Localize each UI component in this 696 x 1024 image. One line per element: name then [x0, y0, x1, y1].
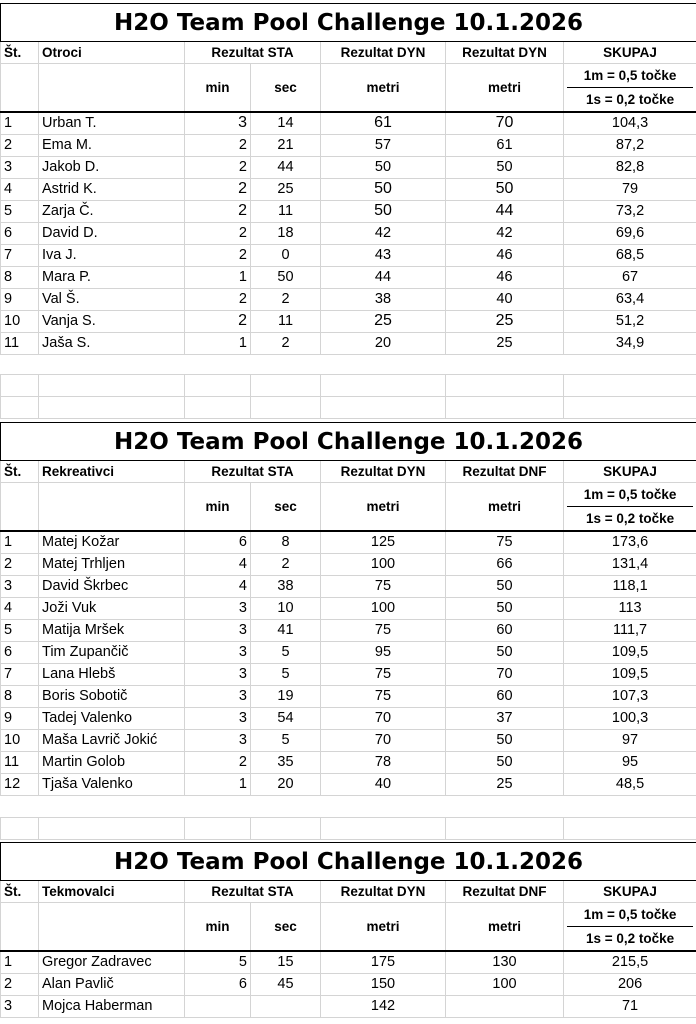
rows-otroci	[1, 112, 696, 354]
scoring-rules	[564, 903, 696, 952]
dyn-meters: 20	[321, 332, 446, 354]
second-discipline-meters: 50	[446, 641, 564, 663]
table-row	[1, 288, 696, 310]
total-points: 68,5	[564, 244, 696, 266]
participant-name: Tadej Valenko	[39, 707, 185, 729]
dyn-meters: 44	[321, 266, 446, 288]
second-discipline-meters: 50	[446, 575, 564, 597]
second-discipline-meters: 44	[446, 200, 564, 222]
sta-seconds: 19	[251, 685, 321, 707]
sta-seconds: 20	[251, 773, 321, 795]
spacer-grid-2	[0, 817, 696, 840]
header-second: Rezultat DNF	[446, 881, 564, 903]
header-sta: Rezultat STA	[185, 461, 321, 483]
total-points: 34,9	[564, 332, 696, 354]
row-number: 5	[1, 200, 39, 222]
sta-minutes: 5	[185, 951, 251, 973]
second-discipline-meters: 50	[446, 178, 564, 200]
row-number: 3	[1, 156, 39, 178]
sta-minutes: 2	[185, 751, 251, 773]
header-total: SKUPAJ	[564, 881, 696, 903]
dyn-meters: 75	[321, 575, 446, 597]
table-row	[1, 663, 696, 685]
header-second: Rezultat DNF	[446, 461, 564, 483]
sta-minutes: 2	[185, 156, 251, 178]
sta-seconds: 5	[251, 729, 321, 751]
dyn-meters: 125	[321, 531, 446, 553]
participant-name: Vanja S.	[39, 310, 185, 332]
results-table-rekreativci	[0, 422, 696, 796]
row-number: 6	[1, 641, 39, 663]
participant-name: Joži Vuk	[39, 597, 185, 619]
row-number: 7	[1, 244, 39, 266]
dyn-meters: 75	[321, 619, 446, 641]
table-row	[1, 222, 696, 244]
sta-minutes: 3	[185, 685, 251, 707]
rule-seconds: 1s = 0,2 točke	[567, 506, 693, 530]
table-row	[1, 575, 696, 597]
table-row	[1, 531, 696, 553]
dyn-meters: 57	[321, 134, 446, 156]
header-category: Tekmovalci	[39, 881, 185, 903]
sta-minutes: 4	[185, 553, 251, 575]
sta-minutes: 1	[185, 266, 251, 288]
sta-seconds: 14	[251, 112, 321, 134]
table-row	[1, 685, 696, 707]
row-number: 11	[1, 751, 39, 773]
header-no: Št.	[1, 461, 39, 483]
header-second: Rezultat DYN	[446, 42, 564, 64]
sta-seconds: 38	[251, 575, 321, 597]
sta-seconds: 50	[251, 266, 321, 288]
second-discipline-meters: 75	[446, 531, 564, 553]
sta-seconds: 41	[251, 619, 321, 641]
table-row	[1, 266, 696, 288]
second-discipline-meters: 46	[446, 266, 564, 288]
row-number: 2	[1, 973, 39, 995]
rule-meters: 1m = 0,5 točke	[583, 487, 677, 502]
row-number: 8	[1, 685, 39, 707]
sta-seconds: 0	[251, 244, 321, 266]
sta-minutes: 3	[185, 597, 251, 619]
table-row	[1, 200, 696, 222]
table-row	[1, 951, 696, 973]
dyn-meters: 100	[321, 597, 446, 619]
header-category: Otroci	[39, 42, 185, 64]
table-row	[1, 751, 696, 773]
total-points: 118,1	[564, 575, 696, 597]
second-discipline-meters: 40	[446, 288, 564, 310]
table-row	[1, 310, 696, 332]
participant-name: Gregor Zadravec	[39, 951, 185, 973]
dyn-meters: 25	[321, 310, 446, 332]
header-sec: sec	[251, 903, 321, 952]
second-discipline-meters: 50	[446, 156, 564, 178]
header-min: min	[185, 903, 251, 952]
sta-seconds: 25	[251, 178, 321, 200]
participant-name: Matej Trhljen	[39, 553, 185, 575]
second-discipline-meters: 25	[446, 773, 564, 795]
rule-meters: 1m = 0,5 točke	[583, 907, 677, 922]
dyn-meters: 95	[321, 641, 446, 663]
total-points: 206	[564, 973, 696, 995]
table-row	[1, 244, 696, 266]
header-total: SKUPAJ	[564, 42, 696, 64]
sta-minutes: 2	[185, 222, 251, 244]
total-points: 69,6	[564, 222, 696, 244]
dyn-meters: 42	[321, 222, 446, 244]
participant-name: David D.	[39, 222, 185, 244]
total-points: 63,4	[564, 288, 696, 310]
header-sta: Rezultat STA	[185, 42, 321, 64]
sta-seconds: 5	[251, 663, 321, 685]
second-discipline-meters: 42	[446, 222, 564, 244]
header-metri-second: metri	[446, 64, 564, 113]
second-discipline-meters: 61	[446, 134, 564, 156]
table-row	[1, 995, 696, 1017]
sta-minutes: 3	[185, 663, 251, 685]
dyn-meters: 150	[321, 973, 446, 995]
participant-name: Mara P.	[39, 266, 185, 288]
row-number: 11	[1, 332, 39, 354]
sta-minutes: 2	[185, 288, 251, 310]
header-no: Št.	[1, 881, 39, 903]
table-row	[1, 156, 696, 178]
header-sec: sec	[251, 483, 321, 532]
second-discipline-meters	[446, 995, 564, 1017]
sta-seconds: 44	[251, 156, 321, 178]
total-points: 109,5	[564, 641, 696, 663]
second-discipline-meters: 50	[446, 597, 564, 619]
section-title: H2O Team Pool Challenge 10.1.2026	[1, 843, 696, 881]
table-row	[1, 773, 696, 795]
dyn-meters: 38	[321, 288, 446, 310]
section-title: H2O Team Pool Challenge 10.1.2026	[1, 423, 696, 461]
total-points: 79	[564, 178, 696, 200]
total-points: 67	[564, 266, 696, 288]
table-row	[1, 112, 696, 134]
sta-seconds: 11	[251, 310, 321, 332]
sta-minutes: 3	[185, 641, 251, 663]
row-number: 1	[1, 112, 39, 134]
sta-seconds: 8	[251, 531, 321, 553]
rows-rekreativci	[1, 531, 696, 795]
second-discipline-meters: 46	[446, 244, 564, 266]
dyn-meters: 75	[321, 685, 446, 707]
dyn-meters: 175	[321, 951, 446, 973]
sta-seconds: 15	[251, 951, 321, 973]
dyn-meters: 75	[321, 663, 446, 685]
sta-minutes: 3	[185, 729, 251, 751]
table-row	[1, 553, 696, 575]
table-row	[1, 332, 696, 354]
sta-seconds: 10	[251, 597, 321, 619]
total-points: 215,5	[564, 951, 696, 973]
total-points: 71	[564, 995, 696, 1017]
total-points: 82,8	[564, 156, 696, 178]
row-number: 10	[1, 310, 39, 332]
second-discipline-meters: 25	[446, 332, 564, 354]
sta-minutes: 2	[185, 310, 251, 332]
sta-seconds: 35	[251, 751, 321, 773]
participant-name: Lana Hlebš	[39, 663, 185, 685]
dyn-meters: 40	[321, 773, 446, 795]
sta-minutes: 3	[185, 619, 251, 641]
sta-minutes: 1	[185, 332, 251, 354]
dyn-meters: 70	[321, 729, 446, 751]
sta-seconds: 21	[251, 134, 321, 156]
header-category: Rekreativci	[39, 461, 185, 483]
participant-name: Urban T.	[39, 112, 185, 134]
dyn-meters: 50	[321, 178, 446, 200]
total-points: 104,3	[564, 112, 696, 134]
results-table-tekmovalci	[0, 842, 696, 1018]
participant-name: Martin Golob	[39, 751, 185, 773]
rule-seconds: 1s = 0,2 točke	[567, 926, 693, 950]
total-points: 48,5	[564, 773, 696, 795]
participant-name: Matej Kožar	[39, 531, 185, 553]
row-number: 7	[1, 663, 39, 685]
second-discipline-meters: 100	[446, 973, 564, 995]
second-discipline-meters: 37	[446, 707, 564, 729]
row-number: 2	[1, 134, 39, 156]
section-title: H2O Team Pool Challenge 10.1.2026	[1, 4, 696, 42]
second-discipline-meters: 70	[446, 112, 564, 134]
sta-minutes: 2	[185, 244, 251, 266]
participant-name: Ema M.	[39, 134, 185, 156]
scoring-rules	[564, 483, 696, 532]
header-no: Št.	[1, 42, 39, 64]
header-metri-second: metri	[446, 903, 564, 952]
sta-seconds: 2	[251, 553, 321, 575]
total-points: 97	[564, 729, 696, 751]
sta-seconds	[251, 995, 321, 1017]
row-number: 10	[1, 729, 39, 751]
second-discipline-meters: 50	[446, 751, 564, 773]
participant-name: Tjaša Valenko	[39, 773, 185, 795]
sta-minutes: 2	[185, 134, 251, 156]
second-discipline-meters: 70	[446, 663, 564, 685]
second-discipline-meters: 25	[446, 310, 564, 332]
total-points: 111,7	[564, 619, 696, 641]
header-metri-dyn: metri	[321, 903, 446, 952]
table-row	[1, 134, 696, 156]
header-dyn: Rezultat DYN	[321, 461, 446, 483]
header-min: min	[185, 483, 251, 532]
row-number: 3	[1, 575, 39, 597]
header-sec: sec	[251, 64, 321, 113]
sta-minutes: 2	[185, 200, 251, 222]
rows-tekmovalci	[1, 951, 696, 1017]
total-points: 87,2	[564, 134, 696, 156]
rule-meters: 1m = 0,5 točke	[583, 68, 677, 83]
table-row	[1, 619, 696, 641]
participant-name: Matija Mršek	[39, 619, 185, 641]
sta-minutes: 3	[185, 112, 251, 134]
row-number: 3	[1, 995, 39, 1017]
row-number: 1	[1, 531, 39, 553]
dyn-meters: 70	[321, 707, 446, 729]
total-points: 95	[564, 751, 696, 773]
header-min: min	[185, 64, 251, 113]
header-total: SKUPAJ	[564, 461, 696, 483]
dyn-meters: 43	[321, 244, 446, 266]
sta-seconds: 2	[251, 332, 321, 354]
rule-seconds: 1s = 0,2 točke	[567, 87, 693, 111]
scoring-rules	[564, 64, 696, 113]
table-row	[1, 641, 696, 663]
sta-minutes: 4	[185, 575, 251, 597]
row-number: 4	[1, 597, 39, 619]
participant-name: Mojca Haberman	[39, 995, 185, 1017]
participant-name: Iva J.	[39, 244, 185, 266]
sta-minutes: 6	[185, 973, 251, 995]
total-points: 173,6	[564, 531, 696, 553]
total-points: 100,3	[564, 707, 696, 729]
header-metri-dyn: metri	[321, 483, 446, 532]
sta-minutes: 3	[185, 707, 251, 729]
header-dyn: Rezultat DYN	[321, 881, 446, 903]
dyn-meters: 78	[321, 751, 446, 773]
sta-seconds: 11	[251, 200, 321, 222]
sta-minutes: 2	[185, 178, 251, 200]
row-number: 4	[1, 178, 39, 200]
row-number: 6	[1, 222, 39, 244]
participant-name: Astrid K.	[39, 178, 185, 200]
dyn-meters: 50	[321, 156, 446, 178]
total-points: 51,2	[564, 310, 696, 332]
sta-minutes: 6	[185, 531, 251, 553]
second-discipline-meters: 60	[446, 685, 564, 707]
dyn-meters: 50	[321, 200, 446, 222]
participant-name: David Škrbec	[39, 575, 185, 597]
total-points: 109,5	[564, 663, 696, 685]
total-points: 107,3	[564, 685, 696, 707]
table-row	[1, 178, 696, 200]
sta-minutes: 1	[185, 773, 251, 795]
row-number: 1	[1, 951, 39, 973]
sta-seconds: 45	[251, 973, 321, 995]
dyn-meters: 61	[321, 112, 446, 134]
row-number: 9	[1, 707, 39, 729]
second-discipline-meters: 50	[446, 729, 564, 751]
results-table-otroci	[0, 3, 696, 355]
sta-seconds: 5	[251, 641, 321, 663]
dyn-meters: 142	[321, 995, 446, 1017]
total-points: 131,4	[564, 553, 696, 575]
row-number: 9	[1, 288, 39, 310]
participant-name: Zarja Č.	[39, 200, 185, 222]
header-dyn: Rezultat DYN	[321, 42, 446, 64]
participant-name: Maša Lavrič Jokić	[39, 729, 185, 751]
second-discipline-meters: 130	[446, 951, 564, 973]
sta-minutes	[185, 995, 251, 1017]
participant-name: Alan Pavlič	[39, 973, 185, 995]
participant-name: Tim Zupančič	[39, 641, 185, 663]
row-number: 5	[1, 619, 39, 641]
total-points: 113	[564, 597, 696, 619]
row-number: 2	[1, 553, 39, 575]
sta-seconds: 54	[251, 707, 321, 729]
row-number: 12	[1, 773, 39, 795]
table-row	[1, 707, 696, 729]
participant-name: Jakob D.	[39, 156, 185, 178]
sta-seconds: 2	[251, 288, 321, 310]
second-discipline-meters: 60	[446, 619, 564, 641]
table-row	[1, 597, 696, 619]
row-number: 8	[1, 266, 39, 288]
participant-name: Jaša S.	[39, 332, 185, 354]
spacer-grid-1	[0, 374, 696, 419]
participant-name: Boris Sobotič	[39, 685, 185, 707]
sta-seconds: 18	[251, 222, 321, 244]
table-row	[1, 729, 696, 751]
header-sta: Rezultat STA	[185, 881, 321, 903]
table-row	[1, 973, 696, 995]
header-metri-dyn: metri	[321, 64, 446, 113]
participant-name: Val Š.	[39, 288, 185, 310]
total-points: 73,2	[564, 200, 696, 222]
header-metri-second: metri	[446, 483, 564, 532]
dyn-meters: 100	[321, 553, 446, 575]
second-discipline-meters: 66	[446, 553, 564, 575]
